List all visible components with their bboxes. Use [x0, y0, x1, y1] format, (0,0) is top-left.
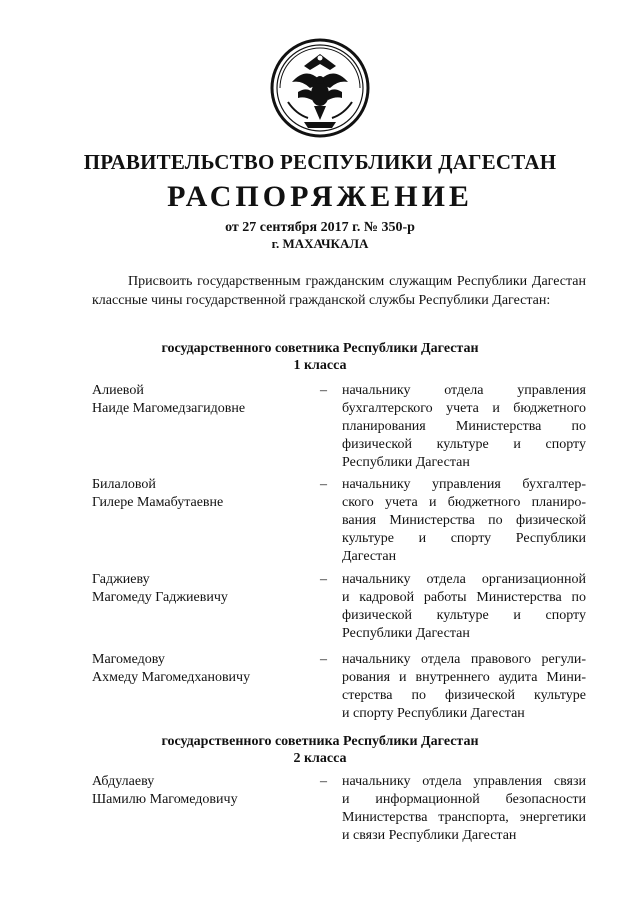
rank-heading-line1: государственного советника Республики Дагестан [161, 341, 479, 356]
appointee-position [342, 571, 586, 643]
appointee-name [92, 476, 302, 512]
rank-heading-line2: 2 класса [293, 751, 347, 766]
appointee-surname: Магомедову [92, 652, 165, 667]
rank-heading [0, 733, 640, 767]
coat-of-arms-emblem [268, 36, 372, 140]
appointee-position [342, 773, 586, 845]
position-line: ского учета и бюджетного планиро- [342, 495, 586, 510]
document-type: РАСПОРЯЖЕНИЕ [167, 180, 473, 213]
position-line: физической культуре и спорту [342, 437, 586, 452]
appointee-given-names: Шамилю Магомедовичу [92, 792, 238, 807]
appointee-name [92, 571, 302, 607]
position-line: бухгалтерского учета и бюджетного [342, 401, 586, 416]
appointee-surname: Билаловой [92, 477, 156, 492]
appointee-surname: Алиевой [92, 383, 144, 398]
dash: – [320, 383, 327, 398]
position-line: физической культуре и спорту [342, 608, 586, 623]
appointee-position [342, 476, 586, 566]
position-line: начальнику отдела организационной [342, 572, 586, 587]
document-date-number: от 27 сентября 2017 г. № 350-р [225, 220, 415, 235]
position-line: планирования Министерства по [342, 419, 586, 434]
position-line: Республики Дагестан [342, 455, 470, 470]
rank-heading [0, 340, 640, 374]
appointee-name [92, 382, 302, 418]
position-line: Министерства транспорта, энергетики [342, 810, 586, 825]
appointee-given-names: Наиде Магомедзагидовне [92, 401, 246, 416]
dash: – [320, 477, 327, 492]
position-line: культуре и спорту Республики [342, 531, 586, 546]
dash: – [320, 652, 327, 667]
appointee-given-names: Гилере Мамабутаевне [92, 495, 224, 510]
position-line: и кадровой работы Министерства по [342, 590, 586, 605]
government-title: ПРАВИТЕЛЬСТВО РЕСПУБЛИКИ ДАГЕСТАН [83, 150, 557, 174]
appointee-given-names: Магомеду Гаджиевичу [92, 590, 228, 605]
appointee-name [92, 651, 302, 687]
dash: – [320, 572, 327, 587]
position-line: вания Министерства по физической [342, 513, 586, 528]
position-line: начальнику отдела правового регули- [342, 652, 586, 667]
position-line: стерства по физической культуре [342, 688, 586, 703]
position-line: Республики Дагестан [342, 626, 470, 641]
position-line: начальнику управления бухгалтер- [342, 477, 586, 492]
appointee-position [342, 651, 586, 723]
appointee-surname: Абдулаеву [92, 774, 155, 789]
appointee-surname: Гаджиеву [92, 572, 150, 587]
intro-paragraph: Присвоить государственным гражданским служащим Республики Дагестан классные чины государственной гражданской службы Республики Дагестан: [92, 274, 586, 308]
appointee-name [92, 773, 302, 809]
document-city: г. МАХАЧКАЛА [271, 236, 369, 251]
appointee-position [342, 382, 586, 472]
position-line: и связи Республики Дагестан [342, 828, 517, 843]
appointee-given-names: Ахмеду Магомедхановичу [92, 670, 251, 685]
position-line: рования и внутреннего аудита Мини- [342, 670, 586, 685]
dash: – [320, 774, 327, 789]
rank-heading-line1: государственного советника Республики Дагестан [161, 734, 479, 749]
rank-heading-line2: 1 класса [293, 358, 347, 373]
position-line: Дагестан [342, 549, 397, 564]
position-line: начальнику отдела управления связи [342, 774, 586, 789]
position-line: начальнику отдела управления [342, 383, 586, 398]
position-line: и спорту Республики Дагестан [342, 706, 525, 721]
position-line: и информационной безопасности [342, 792, 586, 807]
